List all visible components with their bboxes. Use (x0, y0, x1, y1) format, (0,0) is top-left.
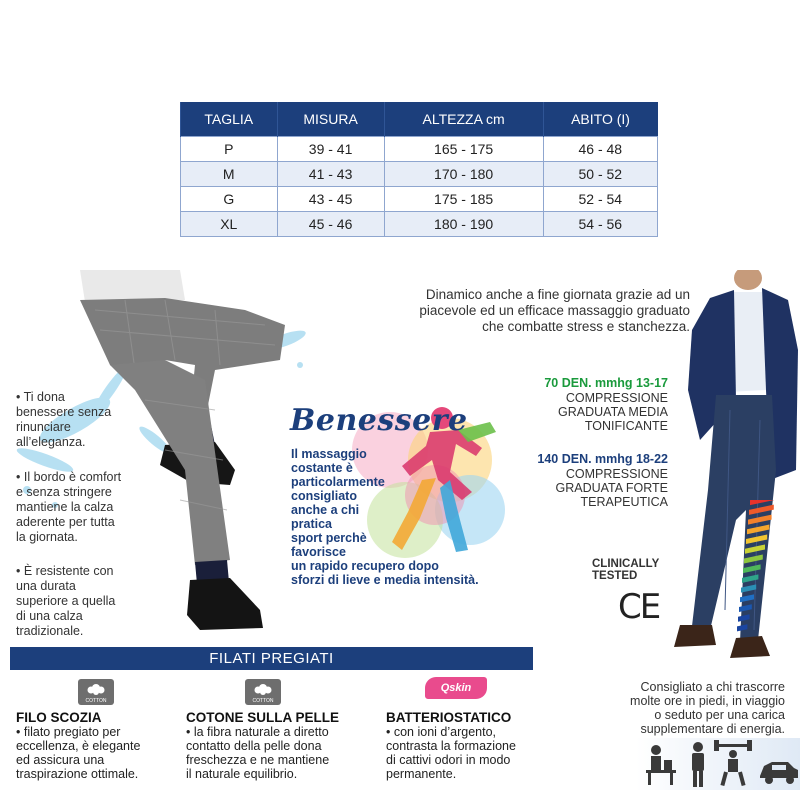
feature-line: freschezza e ne mantiene (186, 753, 330, 767)
bullet-line: • Il bordo è comfort (16, 470, 121, 485)
feature-title: COTONE SULLA PELLE (186, 710, 340, 725)
text-line: GRADUATA FORTE (555, 481, 668, 495)
text-line: sforzi di lieve e media intensità. (291, 573, 479, 587)
bullet-line: • Ti dona (16, 390, 111, 405)
cotton-boll-icon (78, 679, 114, 699)
header-altezza: ALTEZZA cm (384, 102, 543, 137)
car-icon (760, 762, 798, 784)
header-misura: MISURA (277, 102, 384, 137)
gauge-bar (740, 594, 754, 602)
compression-70 (520, 376, 668, 433)
text-line: TERAPEUTICA (580, 495, 668, 509)
bullet-resistente (16, 564, 115, 639)
table-cell: 50 - 52 (543, 162, 657, 187)
filati-pregiati-title: FILATI PREGIATI (209, 650, 334, 667)
gauge-bar (750, 500, 776, 505)
feature-line: traspirazione ottimale. (16, 767, 139, 781)
feature-line: • la fibra naturale a diretto (186, 725, 386, 739)
size-table (180, 102, 658, 237)
bullet-line: all’eleganza. (16, 435, 86, 449)
feature-filo-scozia (16, 710, 186, 781)
cotton-label: COTTON (85, 698, 107, 704)
text-line: che combatte stress e stanchezza. (482, 319, 690, 334)
gauge-bar (738, 614, 750, 621)
bullet-line: la giornata. (16, 530, 78, 544)
feature-batteriostatico (386, 710, 566, 781)
feature-line: • con ioni d’argento, (386, 725, 566, 739)
table-row (181, 187, 658, 212)
standing-person-icon (692, 742, 704, 787)
text-line: Dinamico anche a fine giornata grazie ad un (425, 287, 690, 302)
text-line: costante è (291, 461, 353, 475)
feature-line: contrasta la formazione (386, 739, 516, 753)
bullet-line: benessere senza (16, 405, 112, 419)
table-cell: 54 - 56 (543, 212, 657, 237)
text-line: sport perchè (291, 531, 367, 545)
bullet-line: e senza stringere (16, 485, 112, 499)
feature-line: ed assicura una (16, 753, 105, 767)
bullet-line: • È resistente con (16, 564, 115, 579)
weightlifter-icon (714, 740, 752, 786)
compression-140-title: 140 DEN. mmhg 18-22 (537, 452, 668, 466)
text-line: pratica (291, 517, 332, 531)
text-line: un rapido recupero dopo (291, 559, 439, 573)
feature-line: contatto della pelle dona (186, 739, 322, 753)
feature-line: permanente. (386, 767, 457, 781)
table-cell: 165 - 175 (384, 137, 543, 162)
cotton-label: COTTON (252, 698, 274, 704)
bullet-line: una durata (16, 579, 76, 593)
gauge-bar (749, 505, 774, 515)
table-row (181, 162, 658, 187)
cotton-icon (78, 679, 114, 705)
gauge-bar (747, 525, 769, 535)
table-cell: XL (181, 212, 278, 237)
text-line: anche a chi (291, 503, 360, 517)
table-row (181, 137, 658, 162)
gauge-bar (744, 554, 763, 563)
benessere-text (291, 447, 479, 587)
cotton-icon (245, 679, 281, 705)
table-cell: 180 - 190 (384, 212, 543, 237)
recommended-text (585, 680, 785, 736)
gauge-bar (741, 584, 756, 592)
text-line: CLINICALLY (592, 558, 660, 570)
table-cell: 45 - 46 (277, 212, 384, 237)
text-line: particolarmente (291, 475, 385, 489)
table-cell: 43 - 45 (277, 187, 384, 212)
text-line: TESTED (592, 570, 638, 582)
bullet-bordo (16, 470, 121, 545)
table-cell: 39 - 41 (277, 137, 384, 162)
qskin-logo: Qskin (425, 677, 487, 699)
bullet-line: aderente per tutta (16, 515, 115, 529)
cotton-boll-icon (245, 679, 281, 699)
intro-text (385, 287, 690, 335)
bullet-line: mantiene la calza (16, 500, 114, 514)
benessere-title: Benessere (290, 403, 468, 438)
feature-line: di cattivi odori in modo (386, 753, 511, 767)
feature-line: • filato pregiato per (16, 725, 186, 739)
table-cell: 52 - 54 (543, 187, 657, 212)
bullet-line: rinunciare (16, 420, 71, 434)
table-cell: M (181, 162, 278, 187)
text-line: o seduto per una carica (654, 708, 785, 722)
table-row (181, 212, 658, 237)
table-cell: P (181, 137, 278, 162)
feature-title: BATTERIOSTATICO (386, 710, 512, 725)
feature-title: FILO SCOZIA (16, 710, 102, 725)
text-line: molte ore in piedi, in viaggio (630, 694, 785, 708)
bullet-line: superiore a quella (16, 594, 116, 608)
text-line: Consigliato a chi trascorre (640, 680, 785, 694)
desk-worker-icon (646, 745, 676, 785)
activity-icons-strip (636, 738, 800, 790)
text-line: supplementare di energia. (640, 722, 785, 736)
filati-pregiati-bar (10, 647, 533, 670)
text-line: piacevole ed un efficace massaggio graduato (419, 303, 690, 318)
text-line: COMPRESSIONE (565, 467, 668, 481)
feature-line: il naturale equilibrio. (186, 767, 298, 781)
compression-70-title: 70 DEN. mmhg 13-17 (544, 376, 668, 390)
gauge-bar (743, 564, 761, 573)
text-line: COMPRESSIONE (565, 391, 668, 405)
bullet-benessere (16, 390, 111, 450)
text-line: consigliato (291, 489, 357, 503)
table-cell: 46 - 48 (543, 137, 657, 162)
clinically-tested-label (592, 558, 659, 582)
table-cell: G (181, 187, 278, 212)
gauge-bar (746, 535, 767, 545)
size-table-header (181, 102, 658, 137)
table-cell: 175 - 185 (384, 187, 543, 212)
compression-140 (520, 452, 668, 509)
text-line: favorisce (291, 545, 346, 559)
text-line: GRADUATA MEDIA (558, 405, 668, 419)
gauge-bar (742, 574, 758, 582)
gauge-bar (748, 515, 772, 525)
header-abito: ABITO (I) (543, 102, 657, 137)
text-line: Il massaggio (291, 447, 367, 461)
ce-mark-icon: CE (618, 587, 660, 627)
table-cell: 170 - 180 (384, 162, 543, 187)
feature-line: eccellenza, è elegante (16, 739, 141, 753)
table-cell: 41 - 43 (277, 162, 384, 187)
bullet-line: di una calza (16, 609, 83, 623)
text-line: TONIFICANTE (584, 419, 668, 433)
bullet-line: tradizionale. (16, 624, 84, 638)
feature-cotone (186, 710, 386, 781)
gauge-bar (745, 544, 765, 553)
compression-gauge-icon (732, 500, 780, 640)
gauge-bar (737, 624, 747, 631)
header-taglia: TAGLIA (181, 102, 278, 137)
gauge-bar (739, 604, 752, 612)
